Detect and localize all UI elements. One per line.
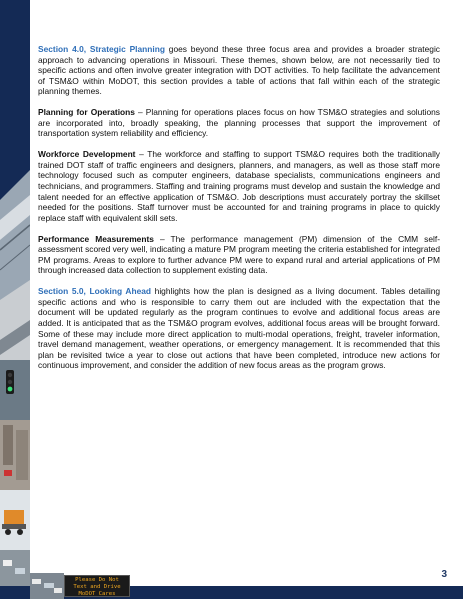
paragraph-performance [38,234,440,276]
sidebar-photo-collage [0,0,30,599]
sign-line: Please Do Not [75,577,119,583]
section-heading: Section 5.0, Looking Ahead [38,286,152,297]
message-sign-image [64,575,130,597]
sidebar-photo-strip [0,0,30,599]
paragraph-text: – The workforce and staffing to support TSM&O requires both the traditionally trained DOT staff of traffic engineers and designers, planners, and managers, as well as those staff more technology focused such as computer engineers, database specialists, communications engineers and technicians, and programmers. Staffing and training programs must develop and sustain the knowledge and talent needed for an effective application of TSM&O. Job descriptions must accurately portray the skillset needed for the positions. Staff turnover must be accounted for and training programs in place to quickly replace staff with equivalent skill sets. [38,149,440,223]
theme-heading: Workforce Development [38,149,136,160]
paragraph-looking-ahead [38,286,440,370]
sign-line: Text and Drive [73,584,121,590]
paragraph-strategic-planning [38,44,440,97]
paragraph-workforce [38,149,440,223]
paragraph-text: – Planning for operations places focus on how TSM&O strategies and solutions are incorporated into, broadly speaking, the planning processes that support the improvement of transportation system reliability and efficiency. [38,107,440,139]
sign-line: MoDOT Cares [78,591,116,597]
document-body [38,44,440,381]
theme-heading: Performance Measurements [38,233,154,244]
footer-traffic-photo [30,573,64,599]
paragraph-planning-operations [38,107,440,139]
paragraph-text: – The performance management (PM) dimension of the CMM self-assessment scored very well, indicating a mature PM program meeting the criteria established for integrated PM programs. Areas to explore to further advance PM were to expand rural and arterial applications of PM through increased data collection to supplement existing data. [38,233,440,276]
page-number: 3 [441,569,447,580]
paragraph-text: highlights how the plan is designed as a living document. Tables detailing specific actions and who is responsible to carry them out are included with the expectation that the document will be updated regularly as the program continues to evolve and additional focus areas are added. It is anticipated that as the TSM&O program evolves, additional focus areas will be brought forward. Some of these may include more direct application to multi-modal operations, freight, traveler information, travel demand management, weather operations, or emergency management. It is recommended that this plan be revisited twice a year to close out actions that have been completed, introduce new actions for continuous improvement, and consider the addition of new focus areas as the program grows. [38,286,441,371]
paragraph-text: goes beyond these three focus area and provides a broader strategic approach to advancing operations in Missouri. These themes, shown below, are not necessarily tied to specific actions and often involve greater integration with DOT activities. To help facilitate the advancement of TSM&O within MoDOT, this section provides a table of actions that fall within each of the strategic planning themes. [38,44,440,97]
theme-heading: Planning for Operations [38,107,135,118]
section-heading: Section 4.0, Strategic Planning [38,44,165,54]
